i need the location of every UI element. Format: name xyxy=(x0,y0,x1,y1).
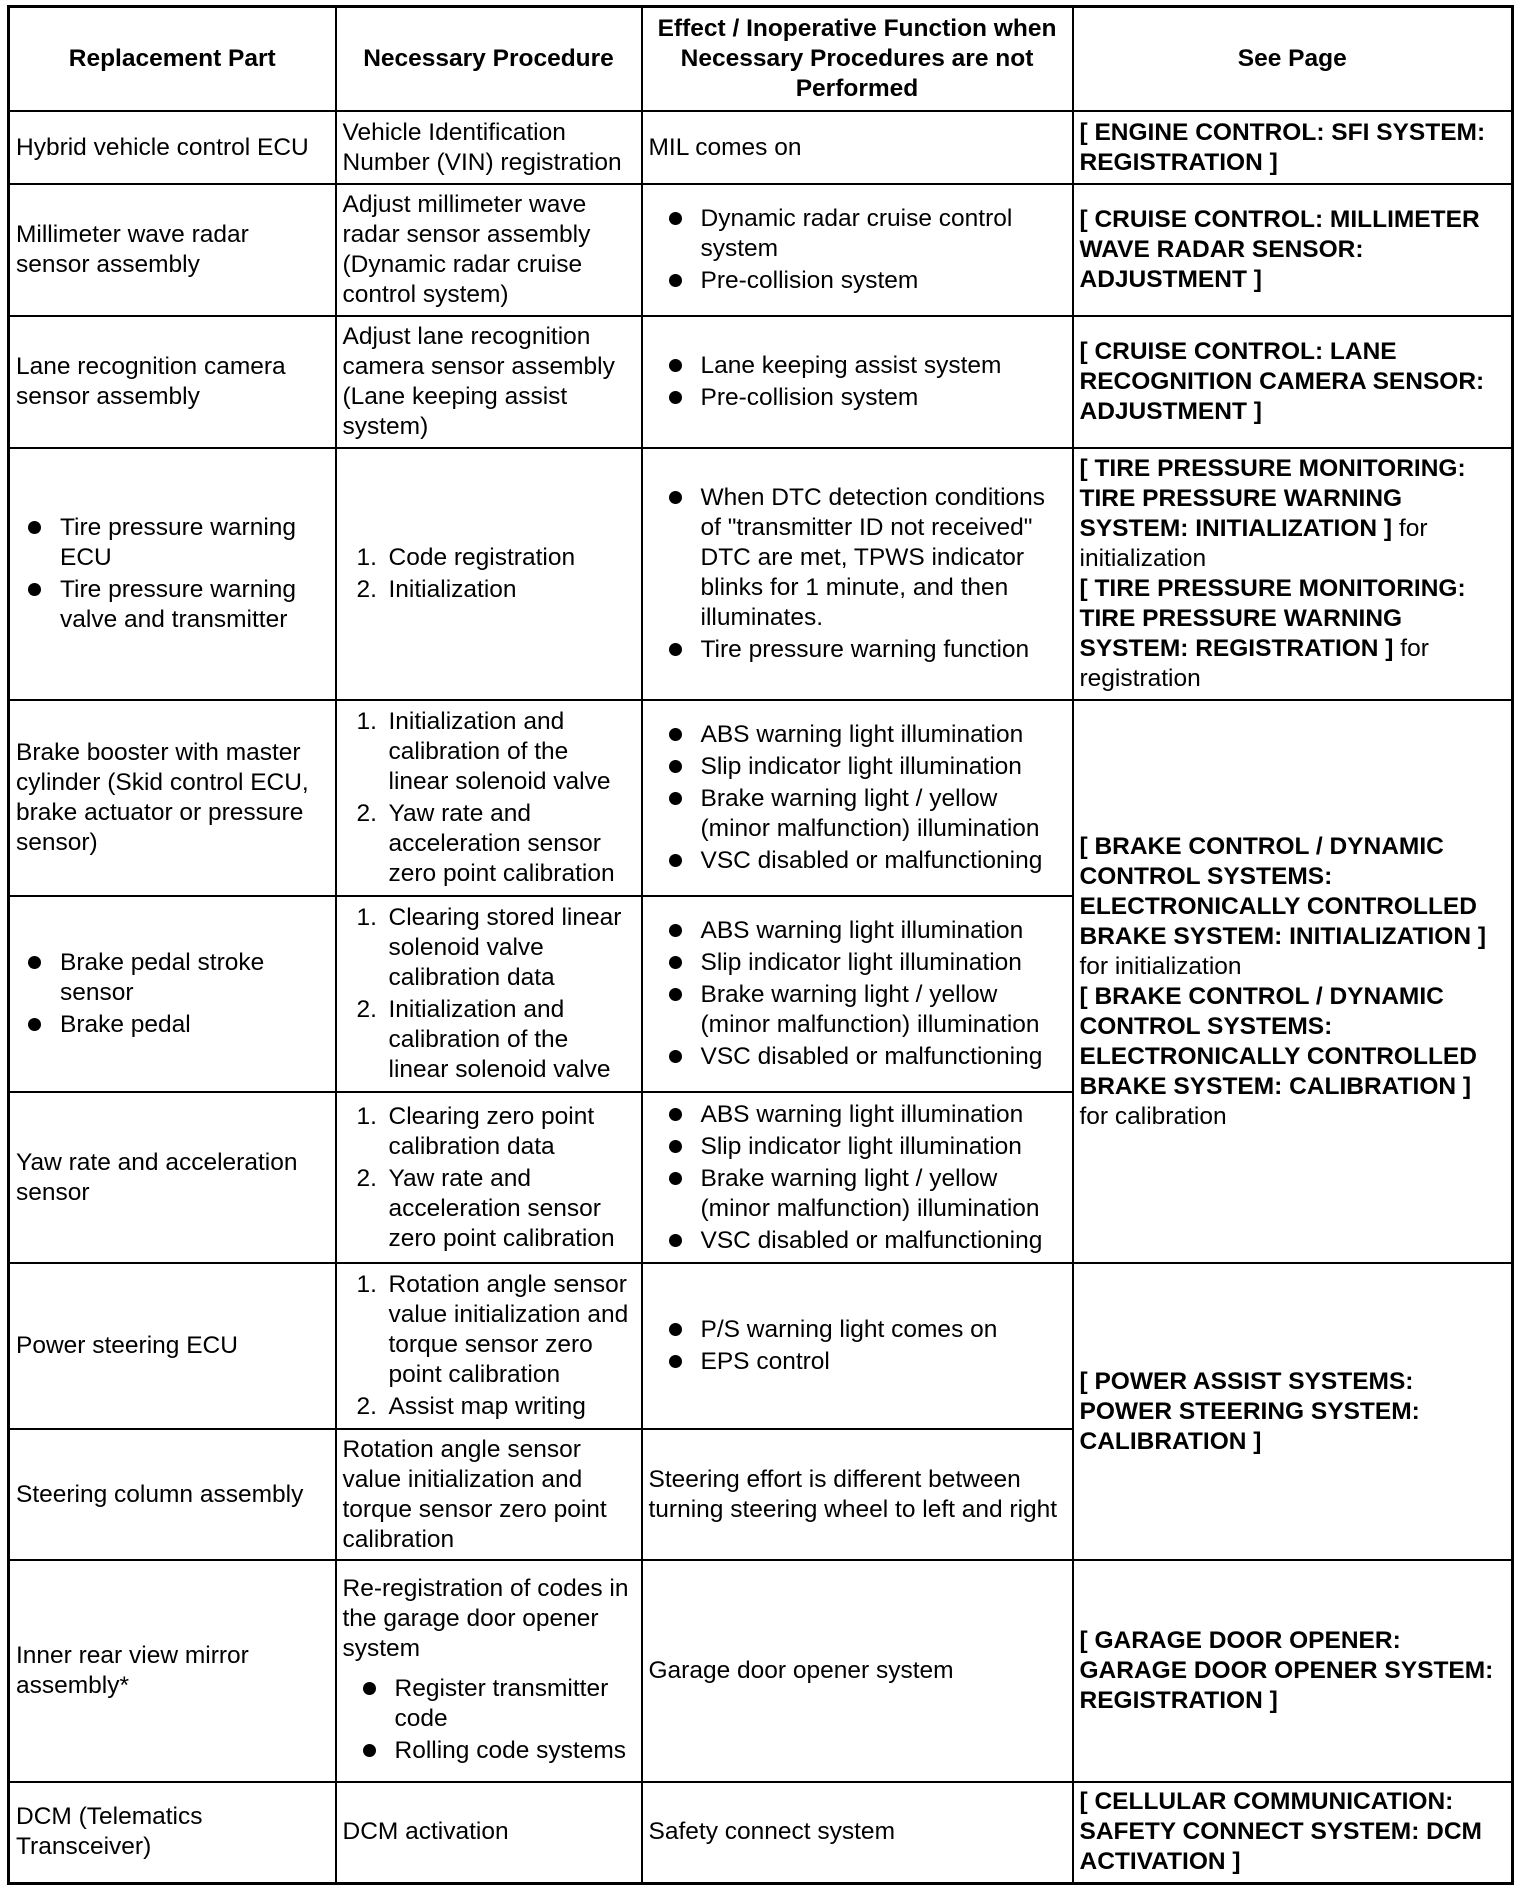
replacement-part: Brake booster with master cylinder (Skid control ECU, brake actuator or pressure sensor) xyxy=(9,700,336,896)
table-row xyxy=(9,316,1513,448)
effect-item: Brake warning light / yellow (minor malfunction) illumination xyxy=(669,1164,1066,1224)
effect-item: Pre-collision system xyxy=(669,383,1066,413)
see-page-link[interactable]: [ ENGINE CONTROL: SFI SYSTEM: REGISTRATION ] xyxy=(1073,111,1513,184)
replacement-part: Steering column assembly xyxy=(9,1429,336,1560)
effect xyxy=(642,184,1073,316)
replacement-part: Yaw rate and acceleration sensor xyxy=(9,1092,336,1263)
effect-item: Brake warning light / yellow (minor malfunction) illumination xyxy=(669,980,1066,1040)
see-page-note: for registration xyxy=(1079,635,1429,692)
table-row xyxy=(9,111,1513,184)
effect: Steering effort is different between turning steering wheel to left and right xyxy=(642,1429,1073,1560)
necessary-procedure: Vehicle Identification Number (VIN) registration xyxy=(336,111,642,184)
replacement-part: Lane recognition camera sensor assembly xyxy=(9,316,336,448)
table-row xyxy=(9,184,1513,316)
procedure-text: Re-registration of codes in the garage door opener system xyxy=(342,1575,629,1662)
necessary-procedure: Adjust lane recognition camera sensor assembly (Lane keeping assist system) xyxy=(336,316,642,448)
procedure-step: 2. Yaw rate and acceleration sensor zero point calibration xyxy=(356,800,615,887)
effect: MIL comes on xyxy=(642,111,1073,184)
effect-item: P/S warning light comes on xyxy=(669,1315,1066,1345)
table-row xyxy=(9,1560,1513,1782)
effect-item: When DTC detection conditions of "transmitter ID not received" DTC are met, TPWS indicator blinks for 1 minute, and then illuminates. xyxy=(669,483,1066,633)
replacement-procedures-table xyxy=(7,5,1514,1885)
see-page-link[interactable]: [ BRAKE CONTROL / DYNAMIC CONTROL SYSTEMS: ELECTRONICALLY CONTROLLED BRAKE SYSTEM: INITIALIZATION ] xyxy=(1079,832,1486,950)
effect: Garage door opener system xyxy=(642,1560,1073,1782)
necessary-procedure xyxy=(336,700,642,896)
header-effect: Effect / Inoperative Function when Necessary Procedures are not Performed xyxy=(642,7,1073,112)
header-see-page: See Page xyxy=(1073,7,1513,112)
see-page-link[interactable]: [ GARAGE DOOR OPENER: GARAGE DOOR OPENER SYSTEM: REGISTRATION ] xyxy=(1073,1560,1513,1782)
see-page-link[interactable]: [ CELLULAR COMMUNICATION: SAFETY CONNECT SYSTEM: DCM ACTIVATION ] xyxy=(1073,1782,1513,1883)
procedure-step: 1. Rotation angle sensor value initialization and torque sensor zero point calibration xyxy=(356,1271,629,1388)
header-row xyxy=(9,7,1513,112)
effect-item: VSC disabled or malfunctioning xyxy=(669,846,1066,876)
necessary-procedure xyxy=(336,448,642,700)
effect-item: VSC disabled or malfunctioning xyxy=(669,1226,1066,1256)
procedure-item: Register transmitter code xyxy=(363,1674,635,1734)
effect xyxy=(642,700,1073,896)
effect-item: Tire pressure warning function xyxy=(669,635,1066,665)
necessary-procedure: Adjust millimeter wave radar sensor assembly (Dynamic radar cruise control system) xyxy=(336,184,642,316)
effect xyxy=(642,896,1073,1092)
see-page-link[interactable]: [ TIRE PRESSURE MONITORING: TIRE PRESSURE WARNING SYSTEM: INITIALIZATION ] xyxy=(1079,455,1466,542)
effect-item: EPS control xyxy=(669,1347,1066,1377)
effect-item: Slip indicator light illumination xyxy=(669,948,1066,978)
table-row xyxy=(9,1782,1513,1883)
see-page-note: for initialization xyxy=(1079,952,1242,980)
procedure-step: 1. Clearing zero point calibration data xyxy=(356,1102,595,1160)
procedure-step: 2. Initialization and calibration of the linear solenoid valve xyxy=(356,996,611,1083)
effect-item: ABS warning light illumination xyxy=(669,916,1066,946)
procedure-step: 2. Yaw rate and acceleration sensor zero point calibration xyxy=(356,1164,615,1252)
effect-item: Lane keeping assist system xyxy=(669,351,1066,381)
part-item: Brake pedal stroke sensor xyxy=(28,948,329,1008)
effect: Safety connect system xyxy=(642,1782,1073,1883)
effect-item: Slip indicator light illumination xyxy=(669,1132,1066,1162)
replacement-part: Millimeter wave radar sensor assembly xyxy=(9,184,336,316)
replacement-part xyxy=(9,896,336,1092)
part-item: Brake pedal xyxy=(28,1010,329,1040)
header-replacement-part: Replacement Part xyxy=(9,7,336,112)
replacement-part: Hybrid vehicle control ECU xyxy=(9,111,336,184)
table-row xyxy=(9,700,1513,896)
procedure-step: 2. Assist map writing xyxy=(356,1393,586,1420)
see-page-link[interactable]: [ CRUISE CONTROL: LANE RECOGNITION CAMERA SENSOR: ADJUSTMENT ] xyxy=(1073,316,1513,448)
procedure-step: 1. Initialization and calibration of the linear solenoid valve xyxy=(356,708,611,795)
see-page-note: for initialization xyxy=(1079,515,1428,572)
effect-item: VSC disabled or malfunctioning xyxy=(669,1042,1066,1072)
effect xyxy=(642,316,1073,448)
effect xyxy=(642,448,1073,700)
effect-item: Slip indicator light illumination xyxy=(669,752,1066,782)
replacement-part xyxy=(9,448,336,700)
necessary-procedure xyxy=(336,1092,642,1263)
replacement-part: Inner rear view mirror assembly* xyxy=(9,1560,336,1782)
necessary-procedure xyxy=(336,896,642,1092)
part-item: Tire pressure warning ECU xyxy=(28,513,329,573)
procedure-step: 1. Clearing stored linear solenoid valve calibration data xyxy=(356,904,622,991)
see-page-link[interactable]: [ POWER ASSIST SYSTEMS: POWER STEERING SYSTEM: CALIBRATION ] xyxy=(1073,1263,1513,1560)
effect-item: Brake warning light / yellow (minor malfunction) illumination xyxy=(669,784,1066,844)
part-item: Tire pressure warning valve and transmitter xyxy=(28,575,329,635)
table-row xyxy=(9,1263,1513,1429)
replacement-part: DCM (Telematics Transceiver) xyxy=(9,1782,336,1883)
header-necessary-procedure: Necessary Procedure xyxy=(336,7,642,112)
see-page-link[interactable]: [ TIRE PRESSURE MONITORING: TIRE PRESSURE WARNING SYSTEM: REGISTRATION ] xyxy=(1079,575,1466,662)
effect-item: ABS warning light illumination xyxy=(669,720,1066,750)
necessary-procedure: DCM activation xyxy=(336,1782,642,1883)
see-page-note: for calibration xyxy=(1079,1102,1227,1130)
procedure-step: 1. Code registration xyxy=(356,544,576,571)
see-page-link[interactable]: [ CRUISE CONTROL: MILLIMETER WAVE RADAR SENSOR: ADJUSTMENT ] xyxy=(1073,184,1513,316)
procedure-step: 2. Initialization xyxy=(356,576,517,603)
effect-item: ABS warning light illumination xyxy=(669,1100,1066,1130)
effect xyxy=(642,1092,1073,1263)
replacement-part: Power steering ECU xyxy=(9,1263,336,1429)
necessary-procedure xyxy=(336,1263,642,1429)
necessary-procedure xyxy=(336,1560,642,1782)
see-page-cell xyxy=(1073,448,1513,700)
effect-item: Pre-collision system xyxy=(669,266,1066,296)
see-page-link[interactable]: [ BRAKE CONTROL / DYNAMIC CONTROL SYSTEMS: ELECTRONICALLY CONTROLLED BRAKE SYSTEM: CALIBRATION ] xyxy=(1079,982,1477,1100)
effect-item: Dynamic radar cruise control system xyxy=(669,204,1066,264)
table-row xyxy=(9,448,1513,700)
effect xyxy=(642,1263,1073,1429)
see-page-cell xyxy=(1073,700,1513,1263)
necessary-procedure: Rotation angle sensor value initialization and torque sensor zero point calibration xyxy=(336,1429,642,1560)
procedure-item: Rolling code systems xyxy=(363,1736,635,1766)
